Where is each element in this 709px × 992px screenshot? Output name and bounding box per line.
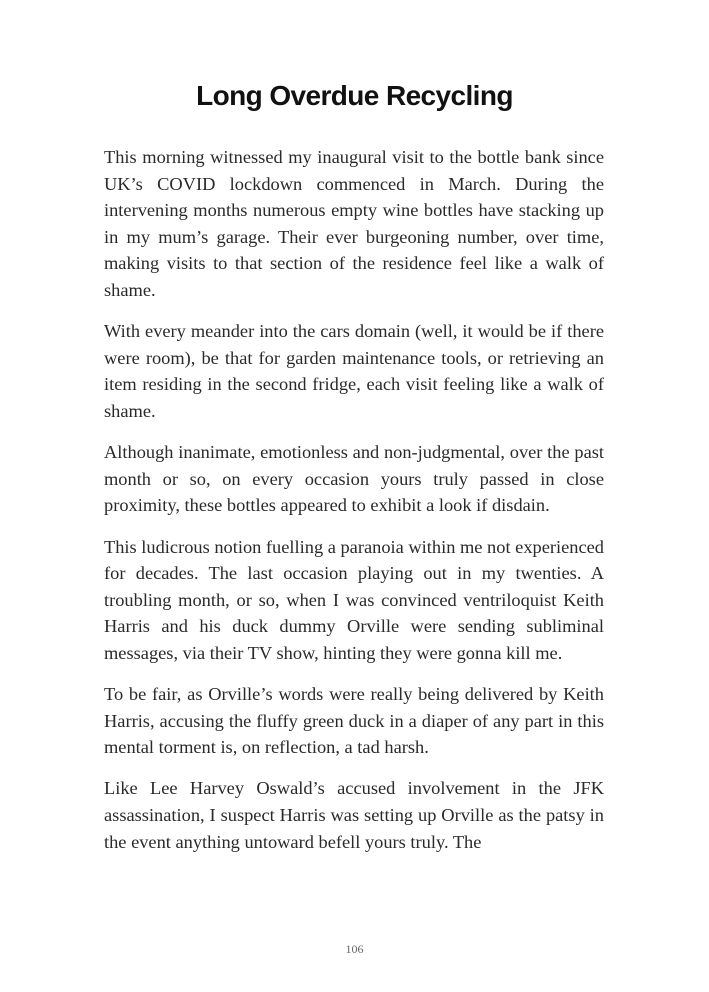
paragraph: This morning witnessed my inaugural visit to the bottle bank since UK’s COVID lockdown commenced in March. During the intervening months numerous empty wine bottles have stacking up in my mum’s garage. Their ever burgeoning number, over time, making visits to that section of the residence feel like a walk of shame. xyxy=(104,147,604,300)
paragraph: Like Lee Harvey Oswald’s accused involvement in the JFK assassination, I suspect Harris was setting up Orville as the patsy in the event anything untoward befell yours truly. The xyxy=(104,778,604,852)
paragraph: Although inanimate, emotionless and non-judgmental, over the past month or so, on every occasion yours truly passed in close proximity, these bottles appeared to exhibit a look if disdain. xyxy=(104,442,604,516)
body-text xyxy=(104,144,604,870)
paragraph: With every meander into the cars domain (well, it would be if there were room), be that for garden maintenance tools, or retrieving an item residing in the second fridge, each visit feeling like a walk of shame. xyxy=(104,321,604,421)
paragraph: To be fair, as Orville’s words were really being delivered by Keith Harris, accusing the fluffy green duck in a diaper of any part in this mental torment is, on reflection, a tad harsh. xyxy=(104,684,604,758)
paragraph: This ludicrous notion fuelling a paranoia within me not experienced for decades. The last occasion playing out in my twenties. A troubling month, or so, when I was convinced ventriloquist Keith Harris and his duck dummy Orville were sending subliminal messages, via their TV show, hinting they were gonna kill me. xyxy=(104,536,604,663)
page-number: 106 xyxy=(345,942,364,956)
chapter-title: Long Overdue Recycling xyxy=(196,80,513,111)
